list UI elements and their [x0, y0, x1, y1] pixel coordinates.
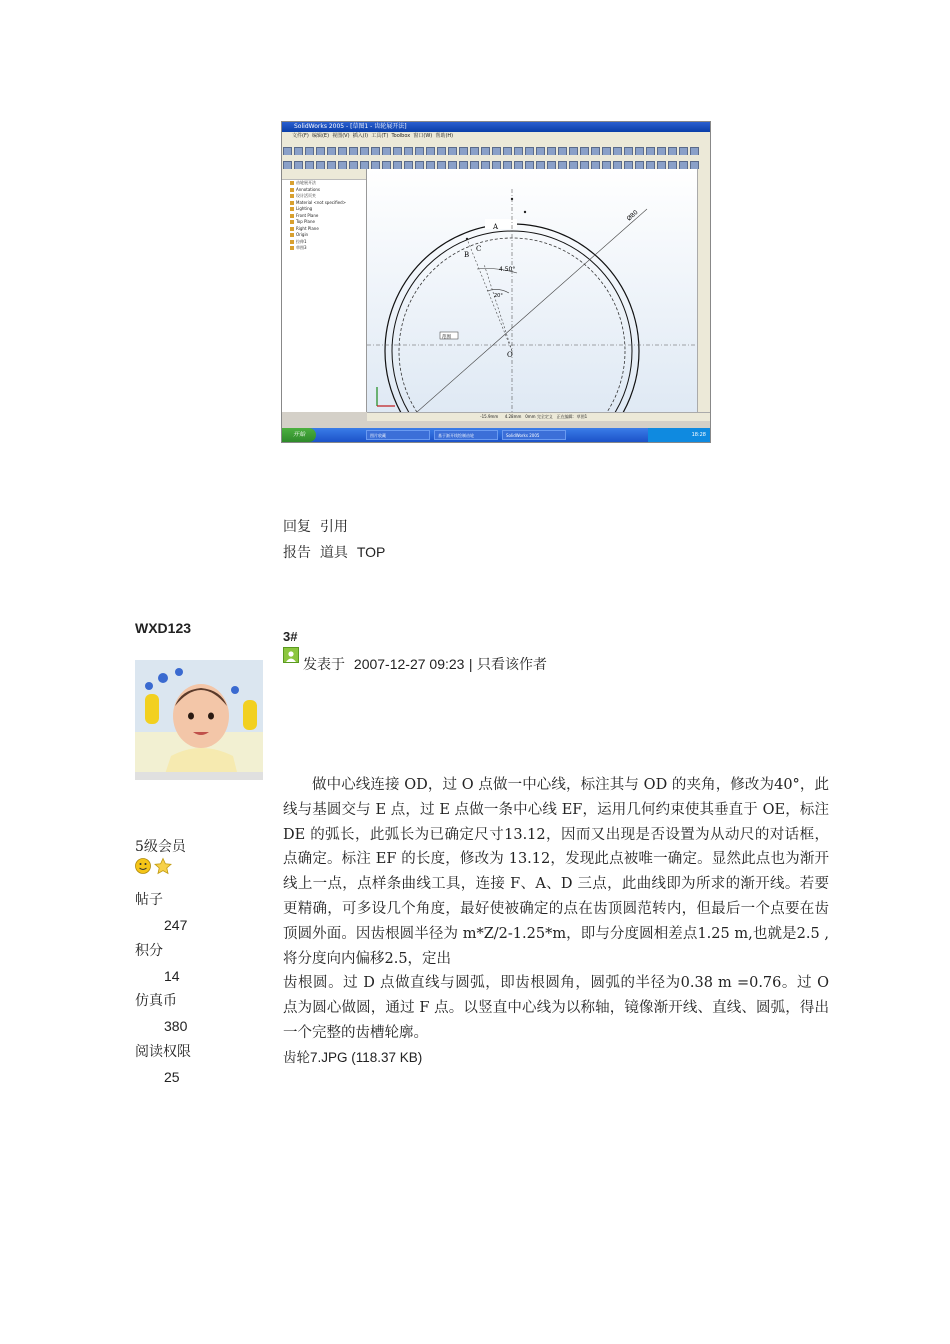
status-x: -15.9mm	[480, 414, 499, 419]
tree-item: Front Plane	[282, 213, 366, 220]
status-y: 4.28mm	[504, 414, 522, 419]
start-button: 开始	[282, 428, 316, 442]
stat-value-points: 14	[164, 967, 180, 984]
meta-separator: |	[468, 656, 473, 672]
status-state: 0mm 完全定义	[525, 414, 553, 419]
post-actions-row-2	[283, 542, 385, 563]
sketch-label-c: C	[476, 245, 482, 253]
sketch-dimension: Ø80	[625, 209, 640, 223]
stat-value-coins: 380	[164, 1018, 188, 1035]
tray-clock: 18:28	[691, 432, 706, 438]
tools-link[interactable]: 道具	[319, 545, 348, 561]
sw-menu-item: 帮助(H)	[435, 133, 454, 139]
sw-menu-item: Toolbox	[391, 133, 411, 139]
author-name[interactable]: WXD123	[135, 620, 192, 636]
stat-value-read-permission: 25	[164, 1069, 180, 1086]
post-content	[283, 773, 829, 1071]
sw-task-pane-bar	[697, 169, 711, 412]
sw-menu-bar	[282, 132, 710, 141]
tree-item: Top Plane	[282, 219, 366, 226]
stat-label-posts: 帖子	[135, 892, 163, 908]
sw-menu-item: 编辑(E)	[311, 133, 330, 139]
sketch-angle-2: 20°	[494, 293, 503, 299]
post-meta	[303, 654, 547, 674]
windows-taskbar	[282, 428, 710, 442]
post-actions-row-1	[283, 517, 348, 537]
stat-label-read-permission: 阅读权限	[135, 1043, 191, 1060]
sw-status-bar	[367, 412, 710, 421]
tree-item: 草图3	[282, 245, 366, 252]
sw-menu-item: 插入(I)	[352, 133, 369, 139]
tree-item: 齿轮展开法	[282, 180, 366, 187]
author-avatar[interactable]	[135, 660, 263, 780]
tree-item: 设计活页夹	[282, 193, 366, 200]
sw-menu-item: 视图(V)	[332, 133, 350, 139]
reply-link[interactable]: 回复	[283, 519, 311, 535]
posted-prefix: 发表于	[303, 657, 345, 673]
tree-item: Annotations	[282, 187, 366, 194]
attachment-link[interactable]: 齿轮7.JPG (118.37 KB)	[283, 1049, 423, 1065]
sketch-tag: 范围	[442, 335, 451, 340]
author-level	[135, 836, 186, 856]
sketch-label-o: O	[507, 351, 513, 359]
stat-label-points: 积分	[135, 942, 163, 959]
sw-sketch-canvas	[367, 169, 697, 412]
sw-title-bar	[282, 122, 710, 132]
post-floor-number[interactable]: 3#	[283, 629, 298, 644]
stat-value-posts: 247	[164, 917, 188, 934]
post-paragraph-1: 做中心线连接 OD，过 O 点做一中心线，标注其与 OD 的夹角，修改为40°，此线与基圆交与 E 点，过 E 点做一条中心线 EF，运用几何约束使其垂直于 OE，标注 DE 的弧长，此弧长为已确定尺寸13.12，因而又出现是否设置为从动尺的对话框，点确定。标注 EF 的长度，修改为 13.12，发现此点被唯一确定。显然此点也为渐开线上一点，点样条曲线工具，连接 F、A、D 三点，此曲线即为所求的渐开线。若要更精确，可多设几个角度，最好使被确定的点在齿顶圆范转内，但最后一个点要在齿顶圆外面。因齿根圆半径为 m*Z/2-1.25*m，即与分度圆相差点1.25 m,也就是2.5 ,将分度向内偏移2.5，定出	[283, 777, 829, 967]
tree-item: Right Plane	[282, 226, 366, 233]
quote-link[interactable]: 引用	[319, 519, 348, 535]
sw-menu-item: 文件(F)	[292, 133, 309, 139]
star-icon	[155, 859, 171, 874]
post-paragraph-2: 齿根圆。过 D 点做直线与圆弧，即齿根圆角，圆弧的半径为0.38 m =0.76。过 O 点为圆心做圆，通过 F 点。以竖直中心线为以称轴，镜像渐开线、直线、圆弧，得出一个完整的齿槽轮廓。	[283, 975, 829, 1041]
sw-menu-item: 窗口(W)	[413, 133, 433, 139]
sketch-angle-1: 4.50°	[499, 266, 516, 273]
online-status-icon	[283, 647, 299, 663]
sw-feature-tree	[282, 169, 367, 412]
sw-menu-item: 工具(T)	[371, 133, 389, 139]
system-tray	[648, 428, 710, 442]
tree-item: Origin	[282, 232, 366, 239]
sketch-label-a: A	[493, 223, 499, 231]
top-link[interactable]: TOP	[356, 544, 386, 560]
report-link[interactable]: 报告	[283, 545, 311, 561]
sw-toolbar-2	[282, 155, 710, 170]
posted-time: 2007-12-27 09:23	[353, 656, 465, 672]
author-stats	[135, 888, 191, 1090]
taskbar-item: SolidWorks 2005	[502, 430, 566, 440]
smiley-icon	[136, 859, 151, 874]
author-rank-icons	[135, 857, 175, 875]
status-editing: 正在编辑：草图1	[556, 414, 588, 419]
author-level-text: 5级会员	[135, 839, 186, 855]
sw-toolbar-1	[282, 141, 710, 156]
cad-screenshot-image	[281, 121, 711, 443]
stat-label-coins: 仿真币	[135, 993, 177, 1010]
gear-sketch-drawing	[367, 169, 697, 412]
tree-item: Lighting	[282, 206, 366, 213]
taskbar-item: 基于渐开线绘制齿轮	[434, 430, 498, 440]
taskbar-item: 图片收藏	[366, 430, 430, 440]
only-author-link[interactable]: 只看该作者	[477, 657, 547, 673]
tree-item: 拉伸1	[282, 239, 366, 246]
sw-window-title: SolidWorks 2005 - [草图1 - 齿轮展开法]	[294, 123, 407, 130]
sketch-label-b: B	[464, 251, 470, 259]
tree-item: Material <not specified>	[282, 200, 366, 207]
